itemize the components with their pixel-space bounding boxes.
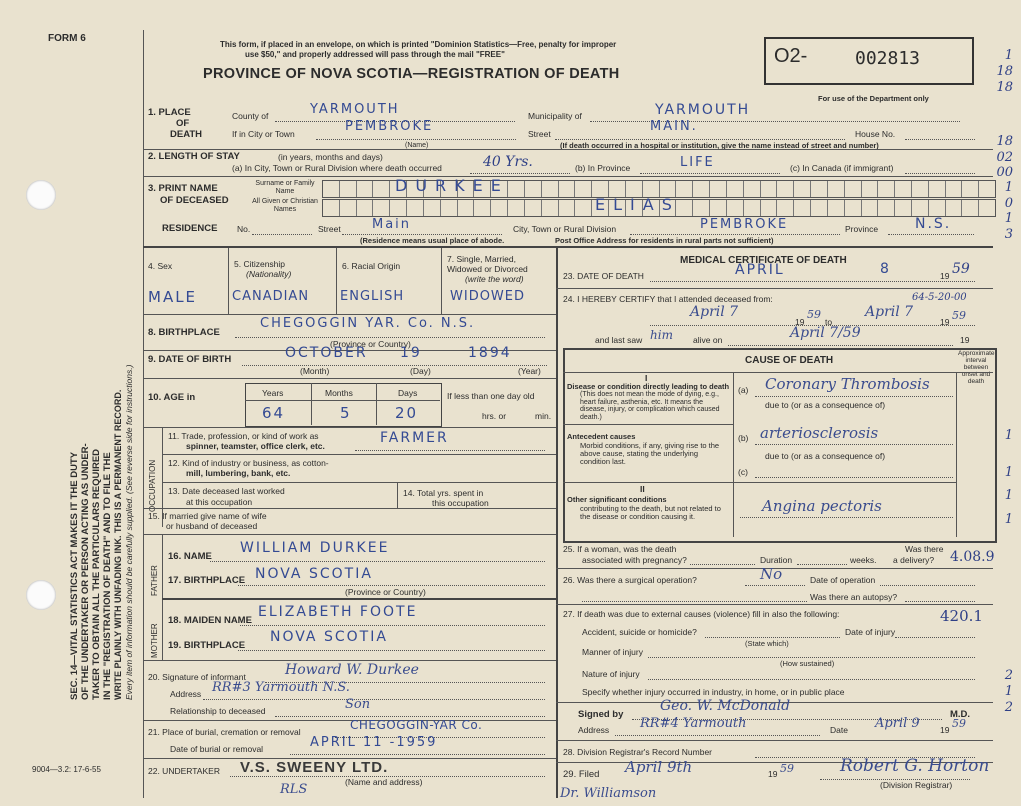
house-no-label: House No. xyxy=(855,129,896,139)
filed-year-prefix: 19 xyxy=(768,769,778,779)
father-side-label: FATHER xyxy=(150,565,159,596)
death-year-prefix: 19 xyxy=(940,271,950,281)
doctor-address: RR#4 Yarmouth xyxy=(640,716,747,731)
place-label-1: 1. PLACE xyxy=(148,107,191,118)
signed-label: Signed by xyxy=(578,709,624,720)
occ-13a: 13. Date deceased last worked xyxy=(168,486,285,496)
informant-address: RR#3 Yarmouth N.S. xyxy=(212,680,350,695)
dob-year-caption: (Year) xyxy=(518,366,541,376)
stay-a-value: 40 Yrs. xyxy=(483,154,533,170)
citizenship-value: CANADIAN xyxy=(232,289,310,304)
side-text-3: TAKER TO OBTAIN ALL THE PARTICULARS REQUIRED xyxy=(91,448,102,700)
municipality-label: Municipality of xyxy=(528,111,582,121)
code-4201: 420.1 xyxy=(940,607,983,625)
residence-street-value: Main xyxy=(372,217,412,232)
signed-value: Geo. W. McDonald xyxy=(660,698,791,714)
relationship-label: Relationship to deceased xyxy=(170,706,266,716)
stay-caption: (in years, months and days) xyxy=(278,152,383,162)
occ-12b: mill, lumbering, bank, etc. xyxy=(186,468,291,478)
citizenship-label: 5. Citizenship xyxy=(234,259,286,269)
pregnancy-label-a: 25. If a woman, was the death xyxy=(563,544,677,554)
place-label-3: DEATH xyxy=(170,129,203,140)
attend-to: April 7 xyxy=(865,304,914,320)
attend-year-1: 59 xyxy=(807,308,821,321)
age-label: 10. AGE in xyxy=(148,392,196,403)
stay-b-value: LIFE xyxy=(680,155,715,170)
margin-code-5: 02 xyxy=(996,150,1013,165)
residence-province-label: Province xyxy=(845,224,879,234)
informant-label: 20. Signature of informant xyxy=(148,672,246,682)
residence-street-label: Street xyxy=(318,224,341,234)
code-409: 4.08.9 xyxy=(950,549,995,565)
cause-b-label: (b) xyxy=(738,433,749,443)
death-year: 59 xyxy=(952,261,970,277)
alive-on-label: alive on xyxy=(693,335,723,345)
side-text-7: Every item of information should be carefully supplied. (See reverse side for instructions.) xyxy=(124,364,134,700)
marital-label-2: Widowed or Divorced xyxy=(447,264,528,274)
dob-label: 9. DATE OF BIRTH xyxy=(148,354,232,365)
punch-hole-bottom xyxy=(26,580,56,610)
filed-date: April 9th xyxy=(625,758,693,776)
less-than-day-label: If less than one day old xyxy=(447,391,535,401)
occ-11b: spinner, teamster, office clerk, etc. xyxy=(186,441,325,451)
mother-bp: NOVA SCOTIA xyxy=(270,629,388,645)
middle-divider xyxy=(556,248,558,798)
death-day: 8 xyxy=(880,261,891,277)
autopsy-label: Was there an autopsy? xyxy=(810,592,898,602)
margin-code-17: 2 xyxy=(1004,700,1013,715)
due-to-1: due to (or as a consequence of) xyxy=(765,400,886,410)
age-days: 20 xyxy=(395,404,419,422)
sex-label: 4. Sex xyxy=(148,261,173,271)
death-date-label: 23. DATE OF DEATH xyxy=(563,271,644,281)
residence-province-value: N.S. xyxy=(915,216,952,232)
antecedent-note: Morbid conditions, if any, giving rise to the above cause, stating the underlying condition last. xyxy=(580,441,720,466)
due-to-2: due to (or as a consequence of) xyxy=(765,451,886,461)
last-saw-label: and last saw xyxy=(595,335,643,345)
city-label: If in City or Town xyxy=(232,129,295,139)
age-months: 5 xyxy=(340,404,352,422)
stay-c-label: (c) In Canada (if immigrant) xyxy=(790,163,894,173)
margin-code-7: 1 xyxy=(1004,180,1013,195)
form-number: FORM 6 xyxy=(48,33,86,44)
father-bp-caption: (Province or Country) xyxy=(345,587,426,597)
doctor-date-label: Date xyxy=(830,725,848,735)
county-value: YARMOUTH xyxy=(310,102,400,117)
father-name-label: 16. NAME xyxy=(168,551,212,562)
undertaker-value: V.S. SWEENY LTD. xyxy=(240,759,389,776)
cause-c-label: (c) xyxy=(738,467,748,477)
doctor-year-prefix: 19 xyxy=(940,725,950,735)
side-text-1: SEC. 14—VITAL STATISTICS ACT MAKES IT THE DUTY xyxy=(69,451,80,700)
father-bp-label: 17. BIRTHPLACE xyxy=(168,575,246,586)
alive-year-prefix: 19 xyxy=(960,335,970,345)
dob-day-caption: (Day) xyxy=(410,366,431,376)
origin-value: ENGLISH xyxy=(340,289,405,304)
occ-14a: 14. Total yrs. spent in xyxy=(403,488,484,498)
occupation-side-label: OCCUPATION xyxy=(148,459,157,512)
dob-month-caption: (Month) xyxy=(300,366,330,376)
occ-12a: 12. Kind of industry or business, as cotton- xyxy=(168,458,329,468)
residence-division-label: City, Town or Rural Division xyxy=(513,224,617,234)
marital-value: WIDOWED xyxy=(450,289,526,304)
dob-day: 19 xyxy=(400,345,422,361)
attend-to-label: to xyxy=(825,317,833,327)
death-month: APRIL xyxy=(735,262,785,278)
surname-value: DURKEE xyxy=(395,176,509,195)
cause-other-value: Angina pectoris xyxy=(762,497,882,515)
dept-use-label: For use of the Department only xyxy=(818,94,929,103)
margin-code-13: 1 xyxy=(1004,488,1013,503)
margin-code-1: 1 xyxy=(1004,48,1013,63)
occ-trade: FARMER xyxy=(380,430,449,446)
street-label: Street xyxy=(528,129,551,139)
margin-code-11: 1 xyxy=(1004,428,1013,443)
margin-code-6: 00 xyxy=(996,165,1013,180)
surname-label: Surname or Family Name xyxy=(255,180,315,195)
given-value: ELIAS xyxy=(595,195,680,214)
mother-bp-label: 19. BIRTHPLACE xyxy=(168,640,246,651)
mother-name: ELIZABETH FOOTE xyxy=(258,604,418,620)
sex-value: MALE xyxy=(148,288,198,306)
origin-label: 6. Racial Origin xyxy=(342,261,401,271)
mother-side-label: MOTHER xyxy=(150,623,159,658)
citizenship-caption: (Nationality) xyxy=(246,269,292,279)
antecedent-title: Antecedent causes xyxy=(567,432,636,441)
filed-year: 59 xyxy=(780,762,794,775)
doctor-year: 59 xyxy=(952,717,966,730)
margin-code-age: 64-5-20-00 xyxy=(912,292,967,303)
how-sustained-caption: (How sustained) xyxy=(780,659,835,668)
birthplace-label: 8. BIRTHPLACE xyxy=(148,327,220,338)
disease-title: Disease or condition directly leading to death xyxy=(567,382,730,391)
footer-code: 9004—3.2: 17-6-55 xyxy=(32,765,101,774)
roman-1: I xyxy=(645,373,648,383)
side-text-2: OF THE UNDERTAKER OR PERSON ACTING AS UNDER- xyxy=(80,443,91,700)
md-label: M.D. xyxy=(950,709,971,720)
age-months-label: Months xyxy=(325,388,353,398)
attend-year-2: 59 xyxy=(952,309,966,322)
occ-11a: 11. Trade, profession, or kind of work as xyxy=(168,431,319,441)
form-left-border xyxy=(143,30,144,798)
specify-label: Specify whether injury occurred in industry, in home, or in public place xyxy=(582,687,845,697)
burial-date: APRIL 11 -1959 xyxy=(310,735,438,750)
cause-a-value: Coronary Thrombosis xyxy=(765,375,930,393)
stay-a-label: (a) In City, Town or Rural Division where death occurred xyxy=(232,163,442,173)
mother-name-label: 18. MAIDEN NAME xyxy=(168,615,252,626)
attend-from: April 7 xyxy=(690,304,739,320)
stay-label: 2. LENGTH OF STAY xyxy=(148,151,240,162)
form-title: PROVINCE OF NOVA SCOTIA—REGISTRATION OF DEATH xyxy=(203,66,620,82)
medical-title: MEDICAL CERTIFICATE OF DEATH xyxy=(680,255,847,266)
margin-code-9: 1 xyxy=(1004,211,1013,226)
occ-15a: 15. If married give name of wife xyxy=(148,511,267,521)
relationship-value: Son xyxy=(345,697,371,712)
occ-15b: or husband of deceased xyxy=(166,521,258,531)
envelope-note-1: This form, if placed in an envelope, on which is printed "Dominion Statistics—Free, penalty for improper xyxy=(220,40,617,49)
operation-date-label: Date of operation xyxy=(810,575,876,585)
accident-label: Accident, suicide or homicide? xyxy=(582,627,697,637)
margin-code-2: 18 xyxy=(996,64,1013,79)
stay-b-label: (b) In Province xyxy=(575,163,631,173)
hrs-label: hrs. or xyxy=(482,411,507,421)
alive-on-value: April 7/59 xyxy=(790,325,861,341)
doctor-date: April 9 xyxy=(875,716,920,731)
external-label: 27. If death was due to external causes (violence) fill in also the following: xyxy=(563,609,840,619)
marital-label-3: (write the word) xyxy=(465,274,524,284)
doctor-address-label: Address xyxy=(578,725,610,735)
was-there-label: Was there xyxy=(905,544,944,554)
margin-code-14: 1 xyxy=(1004,512,1013,527)
father-name: WILLIAM DURKEE xyxy=(240,540,390,556)
name-label-2: OF DECEASED xyxy=(160,195,229,206)
disease-note: (This does not mean the mode of dying, e.g., heart failure, asthenia, etc. It means the disease, injury, or complication which caused death.) xyxy=(580,391,720,421)
cause-a-label: (a) xyxy=(738,385,749,395)
birthplace-value: CHEGOGGIN YAR. Co. N.S. xyxy=(260,316,476,331)
envelope-note-2: use $50," and properly addressed will pass through the mail "FREE" xyxy=(245,50,505,59)
undertaker-caption: (Name and address) xyxy=(345,777,423,787)
age-days-label: Days xyxy=(398,388,418,398)
injury-date-label: Date of injury xyxy=(845,627,896,637)
dob-month: OCTOBER xyxy=(285,345,368,361)
filed-label: 29. Filed xyxy=(563,769,600,780)
informant-signature: Howard W. Durkee xyxy=(285,662,419,678)
registrar-record-label: 28. Division Registrar's Record Number xyxy=(563,747,713,757)
city-value: PEMBROKE xyxy=(345,119,434,134)
informant-address-label: Address xyxy=(170,689,202,699)
institution-caption: (If death occurred in a hospital or institution, give the name instead of street and number) xyxy=(560,141,879,150)
registration-prefix: O2- xyxy=(774,45,808,67)
name-caption: (Name) xyxy=(405,142,429,149)
place-label-2: OF xyxy=(176,118,190,129)
residence-caption-2: Post Office Address for residents in rural parts not sufficient) xyxy=(555,236,774,245)
min-label: min. xyxy=(535,411,552,421)
name-label-1: 3. PRINT NAME xyxy=(148,183,218,194)
margin-code-4: 18 xyxy=(996,134,1013,149)
age-years-label: Years xyxy=(262,388,284,398)
birthplace-caption: (Province or Country) xyxy=(330,339,411,349)
last-saw-value: him xyxy=(650,328,673,342)
municipality-value: YARMOUTH xyxy=(655,102,751,118)
state-which-caption: (State which) xyxy=(745,639,789,648)
residence-no-label: No. xyxy=(237,224,251,234)
burial-place-label: 21. Place of burial, cremation or removal xyxy=(148,727,301,737)
registrar-signature: Robert G. Horton xyxy=(840,756,990,776)
cause-title: CAUSE OF DEATH xyxy=(745,355,834,366)
father-bp: NOVA SCOTIA xyxy=(255,566,373,582)
attend-year-prefix-2: 19 xyxy=(940,317,950,327)
punch-hole-top xyxy=(26,180,56,210)
residence-caption-1: (Residence means usual place of abode. xyxy=(360,236,505,245)
marital-label-1: 7. Single, Married, xyxy=(447,254,516,264)
residence-division-value: PEMBROKE xyxy=(700,217,789,232)
certify-label: 24. I HEREBY CERTIFY that I attended deceased from: xyxy=(563,294,773,304)
registrar-caption: (Division Registrar) xyxy=(880,780,953,790)
burial-place: CHEGOGGIN-YAR Co. xyxy=(350,718,483,732)
county-label: County of xyxy=(232,111,269,121)
other-note: contributing to the death, but not related to the disease or condition causing it. xyxy=(580,504,721,521)
nature-label: Nature of injury xyxy=(582,669,640,679)
registration-number: 002813 xyxy=(855,48,921,69)
bottom-signature: Dr. Williamson xyxy=(560,786,657,801)
duration-label: Duration xyxy=(760,555,793,565)
attend-year-prefix-1: 19 xyxy=(795,317,805,327)
surgery-label: 26. Was there a surgical operation? xyxy=(563,575,697,585)
manner-label: Manner of injury xyxy=(582,647,643,657)
given-label: All Given or Christian Names xyxy=(252,198,318,213)
roman-2: II xyxy=(640,484,645,494)
margin-code-16: 1 xyxy=(1004,684,1013,699)
margin-code-3: 18 xyxy=(996,80,1013,95)
street-value: MAIN. xyxy=(650,119,698,134)
cause-b-value: arteriosclerosis xyxy=(760,424,879,442)
occ-13b: at this occupation xyxy=(186,497,253,507)
pregnancy-label-b: associated with pregnancy? xyxy=(582,555,687,565)
margin-code-8: 0 xyxy=(1004,196,1013,211)
burial-date-label: Date of burial or removal xyxy=(170,744,264,754)
residence-label: RESIDENCE xyxy=(162,223,218,234)
margin-code-12: 1 xyxy=(1004,465,1013,480)
margin-code-10: 3 xyxy=(1004,227,1013,242)
surgery-value: No xyxy=(760,565,783,583)
age-years: 64 xyxy=(262,404,286,422)
side-text-4: IN THE "REGISTRATION OF DEATH" AND TO FILE THE xyxy=(102,452,113,700)
weeks-label: weeks. xyxy=(850,555,877,565)
margin-code-15: 2 xyxy=(1004,668,1013,683)
undertaker-initials: RLS xyxy=(280,782,308,797)
occ-14b: this occupation xyxy=(432,498,489,508)
interval-caption: Approximate interval between onset and death xyxy=(958,350,995,385)
side-text-6: WRITE PLAINLY WITH UNFADING INK. THIS IS A PERMANENT RECORD. xyxy=(113,389,123,700)
undertaker-label: 22. UNDERTAKER xyxy=(148,766,220,776)
other-title: Other significant conditions xyxy=(567,495,667,504)
delivery-label: a delivery? xyxy=(893,555,935,565)
dob-year: 1894 xyxy=(468,345,512,361)
